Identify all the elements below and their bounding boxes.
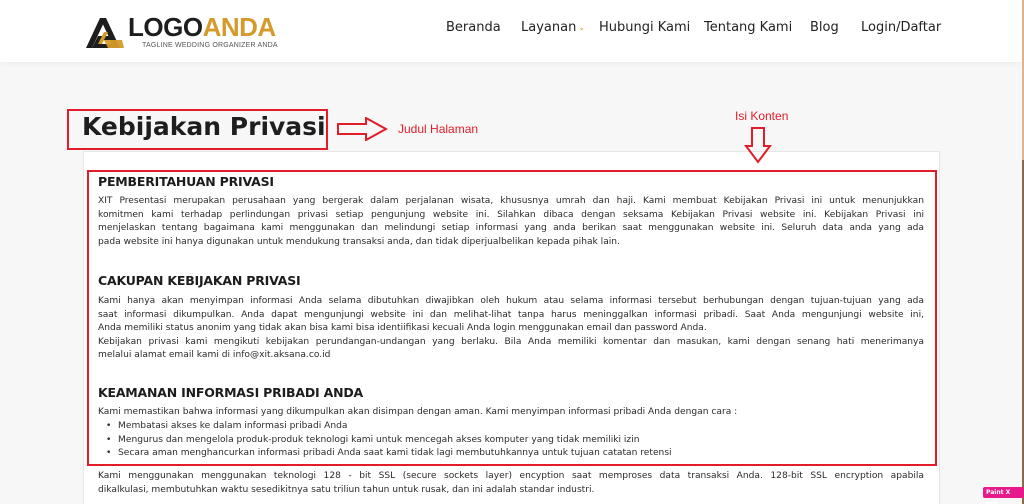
paragraph-line: saat informasi dikumpulkan. Anda dapat mengunjungi website ini dan melihat-lihat tanpa harus meninggalkan informasi pribadi. Saat Anda mengunjungi website ini, (98, 309, 924, 320)
section-body-pemberitahuan (98, 195, 924, 249)
nav-item-blog[interactable]: Blog (810, 20, 839, 35)
nav-item-layanan[interactable] (521, 20, 585, 35)
nav-item-hubungi-kami[interactable]: Hubungi Kami (599, 20, 691, 35)
arrow-down-icon (744, 126, 772, 164)
paragraph-line: komitmen kami terhadap perlindungan privasi setiap pengunjung website ini. Silahkan dibaca dengan seksama Kebijakan Privasi website ini. Kebijakan Privasi ini (98, 209, 924, 220)
paragraph-line: pada website ini hanya digunakan untuk mendukung transaksi anda, dan tidak diperjualbelikan kepada pihak lain. (98, 236, 620, 247)
section-body-cakupan (98, 295, 924, 363)
nav-item-beranda[interactable]: Beranda (446, 20, 501, 35)
paragraph-line: XIT Presentasi merupakan perusahaan yang bergerak dalam perjalanan wisata, khususnya umrah dan haji. Kami membuat Kebijakan Privasi ini untuk menunjukkan (98, 196, 924, 206)
paragraph-line: Kami hanya akan menyimpan informasi Anda selama dibutuhkan diwajibkan oleh hukum atau selama informasi tersebut berhubungan dengan tujuan-tujuan yang ada (98, 296, 924, 306)
list-item: • Secara aman menghancurkan informasi pribadi Anda saat kami tidak lagi membutuhkannya untuk tujuan catatan retensi (104, 447, 924, 461)
section-intro-keamanan (98, 406, 924, 420)
nav-item-tentang-kami[interactable]: Tentang Kami (704, 20, 793, 35)
list-item: • Mengurus dan mengelola produk-produk teknologi kami untuk mencegah akses komputer yang tidak memiliki izin (104, 434, 924, 448)
logo-text-logo: LOGO (128, 12, 203, 42)
ssl-paragraph (98, 470, 924, 497)
paragraph-line: melalui alamat email kami di info@xit.aksana.co.id (98, 350, 331, 360)
logo-tagline: TAGLINE WEDDING ORGANIZER ANDA (142, 42, 278, 49)
paragraph-line: Kebijakan privasi kami mengikuti kebijakan perundangan-undangan yang berlaku. Bila Anda memiliki komentar dan masukan, kami dengan senang hati menerimanya (98, 336, 924, 347)
nav-item-layanan-label: Layanan (521, 20, 577, 35)
paragraph-line: Kami memastikan bahwa informasi yang dikumpulkan akan disimpan dengan aman. Kami menyimpan informasi pribadi Anda dengan cara : (98, 407, 738, 417)
watermark-badge: Paint X lite (983, 487, 1024, 498)
security-measures-list (104, 420, 924, 461)
annotation-title-label: Judul Halaman (398, 122, 479, 136)
section-heading-keamanan: KEAMANAN INFORMASI PRIBADI ANDA (98, 385, 363, 400)
paragraph-line: Anda memiliki status anonim yang tidak akan bisa kami bisa identiifikasi kecuali Anda login menggunakan email dan password Anda. (98, 323, 707, 333)
section-heading-cakupan: CAKUPAN KEBIJAKAN PRIVASI (98, 273, 301, 288)
main-nav (0, 20, 1022, 40)
chevron-down-icon: ⌄ (578, 23, 586, 32)
arrow-right-icon (336, 117, 388, 141)
paragraph-line: menjelaskan tentang bagaimana kami menggunakan dan melindungi setiap informasi yang anda berikan saat menggunakan website ini. Seluruh data anda yang ada (98, 223, 924, 233)
paragraph-line: dikalkulasi, membutuhkan waktu sesedikitnya satu triliun tahun untuk rusak, dan ini adalah standar industri. (98, 484, 595, 495)
nav-item-login-daftar[interactable]: Login/Daftar (861, 20, 942, 35)
section-heading-pemberitahuan: PEMBERITAHUAN PRIVASI (98, 174, 274, 189)
paragraph-line: Kami menggunakan menggunakan teknologi 128 - bit SSL (secure sockets layer) encyption saat memproses data transaksi Anda. 128-bit SSL encryption apabila (98, 471, 924, 481)
site-header (0, 0, 1022, 62)
logo-text-anda: ANDA (202, 12, 276, 42)
list-item: • Membatasi akses ke dalam informasi pribadi Anda (104, 420, 924, 434)
page-title: Kebijakan Privasi (82, 112, 326, 141)
annotation-content-label: Isi Konten (735, 109, 789, 123)
